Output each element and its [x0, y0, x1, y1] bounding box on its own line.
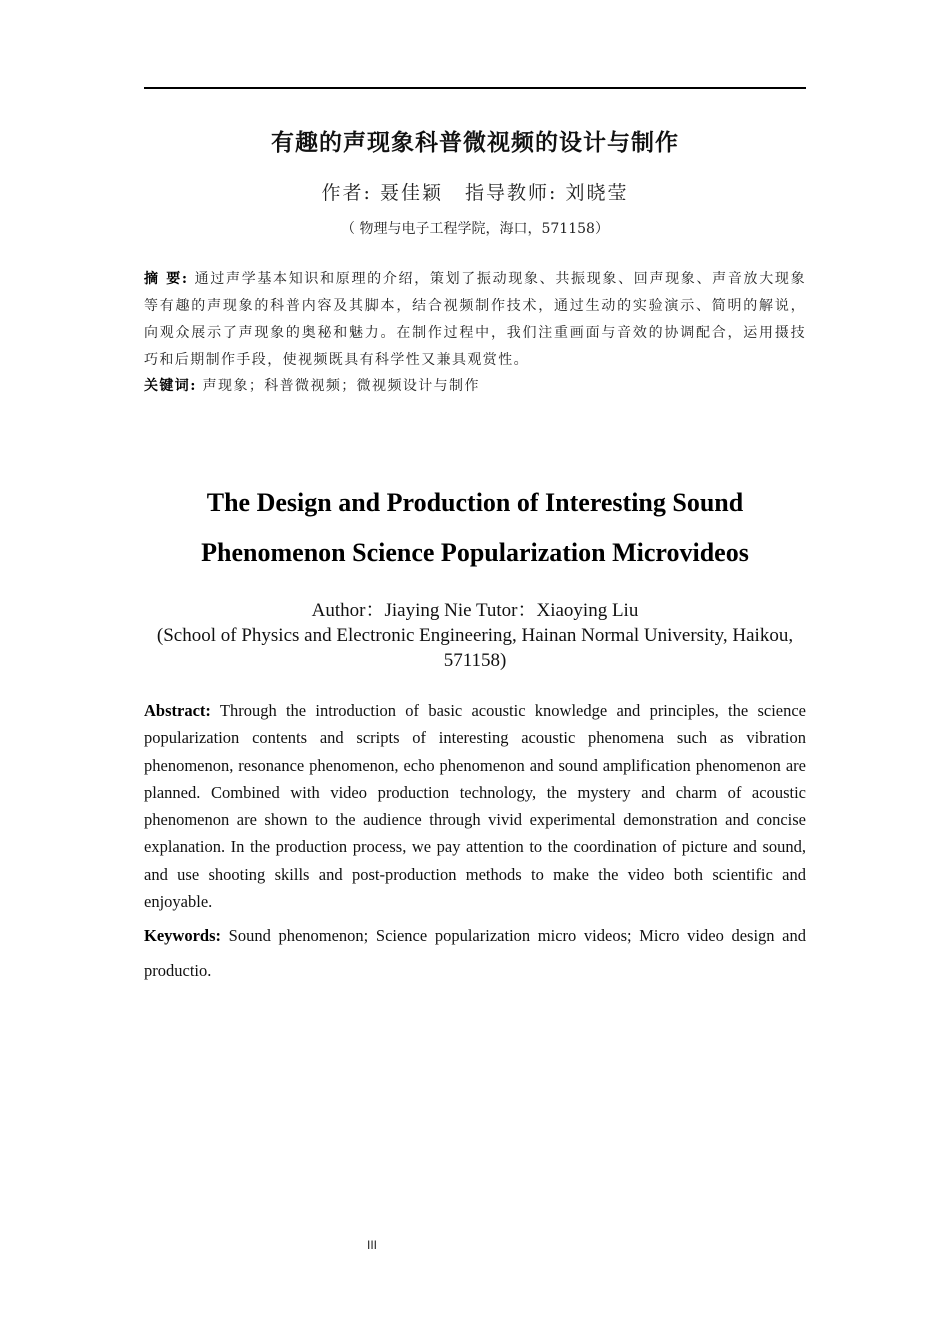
- page-number: III: [366, 1238, 377, 1252]
- chinese-abstract-text: 通过声学基本知识和原理的介绍，策划了振动现象、共振现象、回声现象、声音放大现象等有趣的声现象的科普内容及其脚本，结合视频制作技术，通过生动的实验演示、简明的解说，向观众展示了声现象的奥秘和魅力。在制作过程中，我们注重画面与音效的协调配合，运用摄技巧和后期制作手段，使视频既具有科学性又兼具观赏性。: [144, 271, 806, 368]
- english-keywords: [144, 918, 806, 988]
- english-abstract-label: Abstract:: [144, 701, 211, 720]
- chinese-title: 有趣的声现象科普微视频的设计与制作: [271, 129, 679, 156]
- chinese-keywords-text: 声现象；科普微视频；微视频设计与制作: [202, 378, 480, 394]
- chinese-affiliation: （ 物理与电子工程学院，海口，571158）: [341, 221, 609, 237]
- chinese-author-name: 聂佳颖: [379, 182, 443, 204]
- english-title: [144, 478, 806, 578]
- chinese-tutor-name: 刘晓莹: [565, 182, 629, 204]
- chinese-abstract-label: 摘 要:: [144, 271, 189, 287]
- chinese-abstract: [144, 266, 806, 374]
- english-abstract: [144, 697, 806, 915]
- chinese-tutor-label: 指导教师:: [465, 182, 558, 204]
- english-title-line-1: The Design and Production of Interesting Sound: [206, 488, 744, 517]
- english-authors: Author：Jiaying Nie Tutor：Xiaoying Liu: [311, 600, 639, 621]
- chinese-authors: [144, 178, 806, 205]
- chinese-author-label: 作者:: [321, 182, 372, 204]
- english-affiliation: (School of Physics and Electronic Engineering, Hainan Normal University, Haikou, 571158): [156, 625, 794, 671]
- english-keywords-text: Sound phenomenon; Science popularization micro videos; Micro video design and productio.: [144, 926, 806, 980]
- english-title-line-2: Phenomenon Science Popularization Microvideos: [201, 538, 749, 567]
- english-abstract-text: Through the introduction of basic acoustic knowledge and principles, the science popularization contents and scripts of interesting acoustic phenomena such as vibration phenomenon, resonance phenomenon, echo phenomenon and sound amplification phenomenon are planned. Combined with video production technology, the mystery and charm of acoustic phenomenon are shown to the audience through vivid experimental demonstration and concise explanation. In the production process, we pay attention to the coordination of picture and sound, and use shooting skills and post-production methods to make the video both scientific and enjoyable.: [144, 701, 806, 912]
- english-keywords-label: Keywords:: [144, 926, 221, 945]
- header-rule: [144, 87, 806, 89]
- chinese-keywords-label: 关键词:: [144, 378, 197, 394]
- chinese-keywords: [144, 374, 806, 398]
